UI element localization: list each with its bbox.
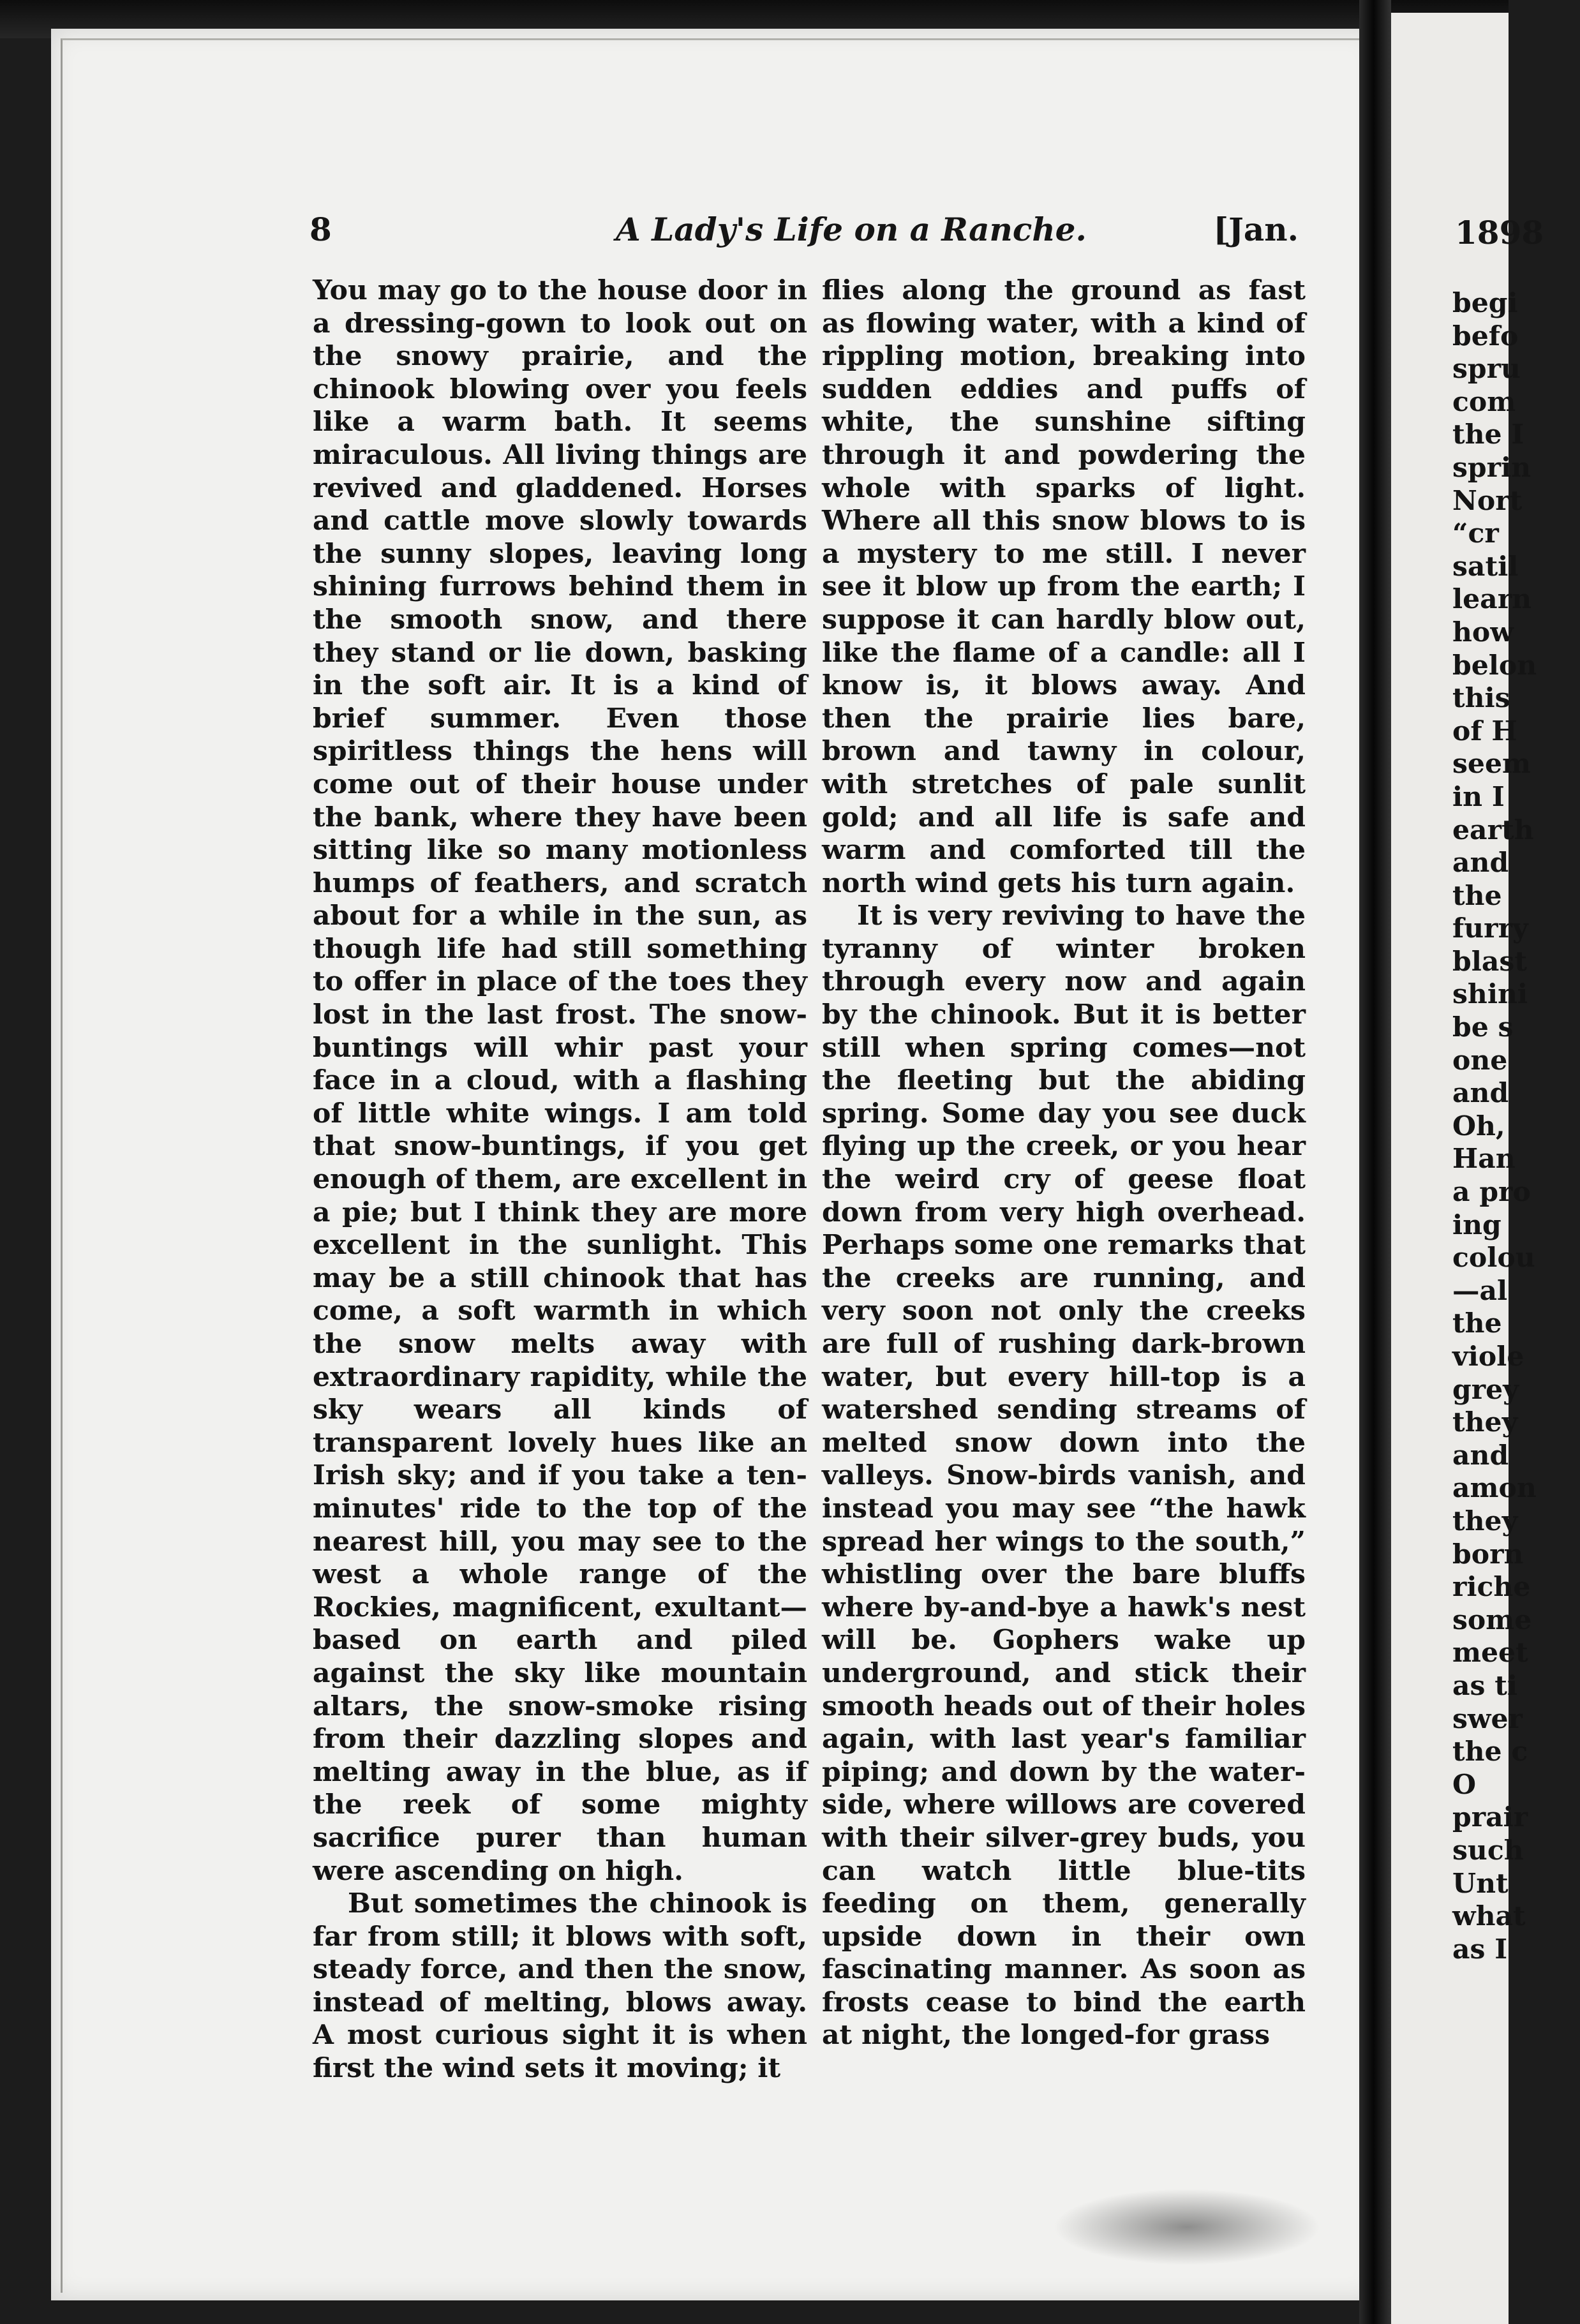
facing-page-line: the bbox=[1452, 1307, 1502, 1340]
facing-page-text bbox=[1452, 287, 1580, 1966]
right-column bbox=[822, 274, 1306, 2052]
facing-page-line: as I bbox=[1452, 1933, 1508, 1965]
facing-page-line: they bbox=[1452, 1406, 1518, 1439]
facing-page-line: earth bbox=[1452, 814, 1534, 846]
facing-page-line: and bbox=[1452, 1439, 1509, 1471]
facing-page-line: born bbox=[1452, 1538, 1524, 1570]
facing-page-line: “cr bbox=[1452, 518, 1499, 550]
facing-page-line: one bbox=[1452, 1044, 1508, 1076]
facing-page-line: blast bbox=[1452, 945, 1527, 978]
facing-page-line: spru bbox=[1452, 353, 1521, 385]
left-column bbox=[313, 274, 807, 2085]
facing-page-line: sprin bbox=[1452, 451, 1532, 484]
facing-page-line: com bbox=[1452, 385, 1516, 418]
facing-page bbox=[1391, 13, 1544, 2324]
facing-page-line: Nort bbox=[1452, 484, 1523, 517]
facing-page-line: the c bbox=[1452, 1736, 1528, 1768]
facing-page-number: 1898 bbox=[1455, 214, 1544, 251]
facing-page-line: furry bbox=[1452, 912, 1528, 945]
facing-page-line: the I bbox=[1452, 419, 1524, 451]
facing-page-line: a pro bbox=[1452, 1176, 1531, 1209]
facing-page-line: seem bbox=[1452, 748, 1531, 780]
facing-page-line: O bbox=[1452, 1768, 1477, 1801]
facing-page-line: meet bbox=[1452, 1637, 1528, 1669]
scan-smudge bbox=[1053, 2189, 1321, 2265]
right-paragraph-2: It is very reviving to have the tyranny of winter broken through every now and again by the chinook. But it is better still when spring comes—not the fleeting but the abiding spring. Some day you see duck flying up the creek, or you hear the weird cry of geese float down from very high overhead. Perhaps some one remarks that the creeks are running, and very soon not only the creeks are full of rushing dark-brown water, but every hill-top is a watershed sending streams of melted snow down into the valleys. Snow-birds vanish, and instead you may see “the hawk spread her wings to the south,” whistling over the bare bluffs where by-and-bye a hawk's nest will be. Gophers wake up underground, and stick their smooth heads out of their holes again, with last year's familiar piping; and down by the water-side, where willows are covered with their silver-grey buds, you can watch little blue-tits feeding on them, generally upside down in their own fascinating manner. As soon as frosts cease to bind the earth at night, the longed-for grass bbox=[822, 900, 1306, 2052]
facing-page-line: shini bbox=[1452, 978, 1528, 1011]
facing-page-line: befo bbox=[1452, 320, 1519, 352]
facing-page-line: prair bbox=[1452, 1801, 1528, 1834]
facing-page-line: the bbox=[1452, 879, 1502, 912]
facing-page-line: and bbox=[1452, 1077, 1509, 1110]
facing-page-line: be s bbox=[1452, 1011, 1514, 1044]
facing-page-line: viole bbox=[1452, 1341, 1524, 1373]
facing-page-line: amon bbox=[1452, 1472, 1537, 1505]
facing-page-line: learn bbox=[1452, 583, 1532, 616]
facing-page-line: grey bbox=[1452, 1373, 1519, 1406]
facing-page-line: begi bbox=[1452, 287, 1518, 319]
facing-page-line: of H bbox=[1452, 715, 1517, 747]
facing-page-line: riche bbox=[1452, 1571, 1531, 1604]
facing-page-line: what bbox=[1452, 1900, 1526, 1933]
facing-page-line: in I bbox=[1452, 780, 1505, 813]
facing-page-line: such bbox=[1452, 1834, 1524, 1866]
facing-page-line: Oh, bbox=[1452, 1110, 1505, 1142]
facing-page-line: swer bbox=[1452, 1702, 1523, 1735]
facing-page-line: some bbox=[1452, 1604, 1532, 1636]
facing-page-line: colou bbox=[1452, 1242, 1535, 1274]
running-head bbox=[309, 211, 1299, 268]
facing-page-line: ing bbox=[1452, 1209, 1502, 1241]
facing-page-line: and bbox=[1452, 847, 1509, 879]
running-title: A Lady's Life on a Ranche. bbox=[616, 211, 1087, 248]
left-paragraph-1: You may go to the house door in a dressing-gown to look out on the snowy prairie, and the chinook blowing over you feels like a warm bath. It seems miraculous. All living things are revived and gladdened. Horses and cattle move slowly towards the sunny slopes, leaving long shining furrows behind them in the smooth snow, and there they stand or lie down, basking in the soft air. It is a kind of brief summer. Even those spiritless things the hens will come out of their house under the bank, where they have been sitting like so many motionless humps of feathers, and scratch about for a while in the sun, as though life had still something to offer in place of the toes they lost in the last frost. The snow-buntings will whir past your face in a cloud, with a flashing of little white wings. I am told that snow-buntings, if you get enough of them, are excellent in a pie; but I think they are more excellent in the sunlight. This may be a still chinook that has come, a soft warmth in which the snow melts away with extraordinary rapidity, while the sky wears all kinds of transparent lovely hues like an Irish sky; and if you take a ten-minutes' ride to the top of the nearest hill, you may see to the west a whole range of the Rockies, magnificent, exultant—based on earth and piled against the sky like mountain altars, the snow-smoke rising from their dazzling slopes and melting away in the blue, as if the reek of some mighty sacrifice purer than human were ascending on high. bbox=[313, 274, 807, 1887]
facing-page-line: Unt bbox=[1452, 1867, 1509, 1900]
facing-page-line: Han bbox=[1452, 1143, 1516, 1175]
facing-page-line: satil bbox=[1452, 550, 1519, 583]
facing-page-line: this bbox=[1452, 682, 1510, 715]
book-gutter bbox=[1359, 0, 1391, 2324]
facing-page-line: as ti bbox=[1452, 1669, 1518, 1702]
facing-page-line: how bbox=[1452, 616, 1514, 648]
right-paragraph-1: flies along the ground as fast as flowing water, with a kind of rippling motion, breaking into sudden eddies and puffs of white, the sunshine sifting through it and powdering the whole with sparks of light. Where all this snow blows to is a mystery to me still. I never see it blow up from the earth; I suppose it can hardly blow out, like the flame of a candle: all I know is, it blows away. And then the prairie lies bare, brown and tawny in colour, with stretches of pale sunlit gold; and all life is safe and warm and comforted till the north wind gets his turn again. bbox=[822, 274, 1306, 899]
facing-page-line: belon bbox=[1452, 649, 1537, 682]
page-number: 8 bbox=[309, 211, 332, 248]
left-paragraph-2: But sometimes the chinook is far from still; it blows with soft, steady force, and then the snow, instead of melting, blows away. A most curious sight it is when first the wind sets it moving; it bbox=[313, 1888, 807, 2085]
facing-page-line: they bbox=[1452, 1505, 1518, 1537]
facing-page-line: —al bbox=[1452, 1274, 1508, 1307]
issue-month: [Jan. bbox=[1213, 211, 1299, 248]
